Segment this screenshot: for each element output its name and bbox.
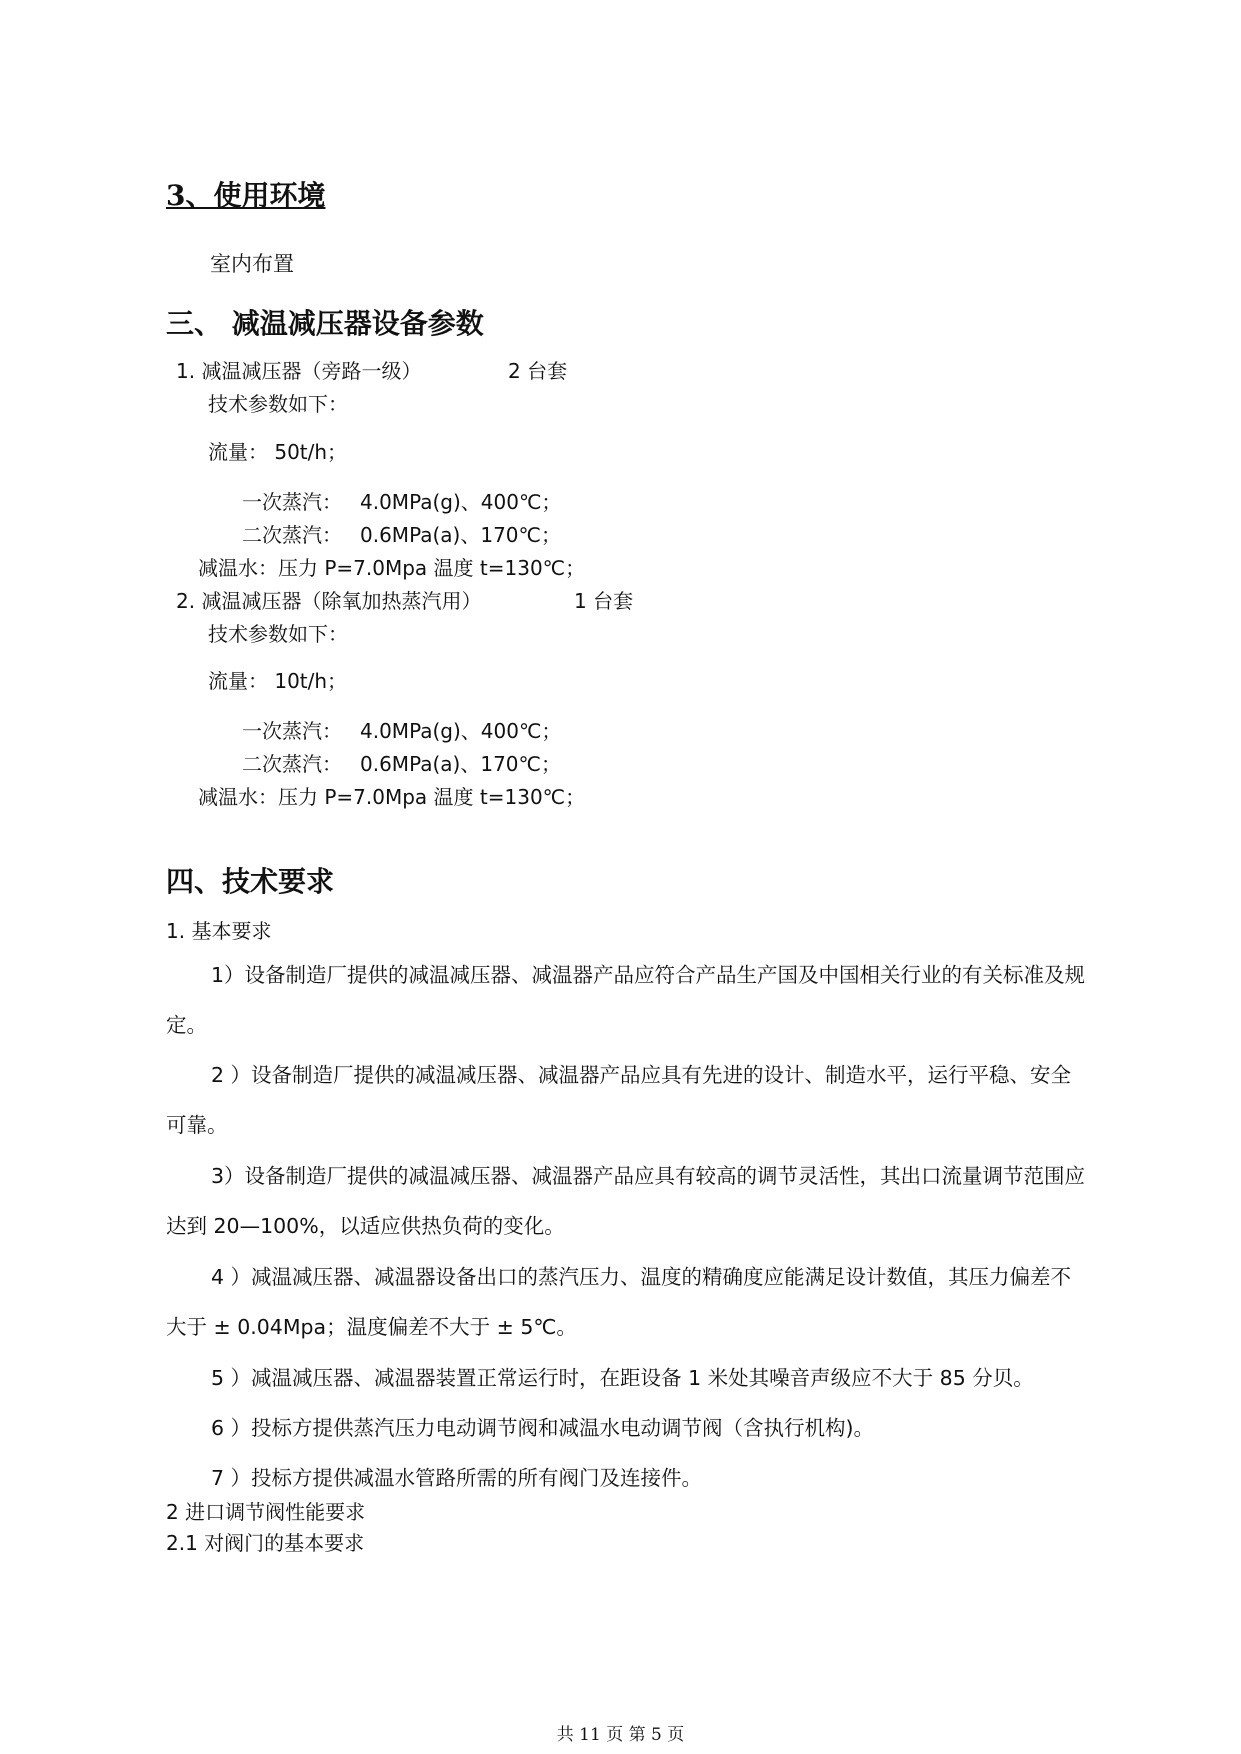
item2-primary-value: 4.0MPa(g)、400℃；: [360, 719, 562, 743]
requirement-paragraph-5: 5 ）减温减压器、减温器装置正常运行时，在距设备 1 米处其噪音声级应不大于 85 分贝。: [211, 1366, 1034, 1390]
section-four-heading: 四、技术要求: [166, 865, 335, 898]
item2-secondary-label: 二次蒸汽：: [242, 752, 342, 776]
requirement-paragraph-1: 1）设备制造厂提供的减温减压器、减温器产品应符合产品生产国及中国相关行业的有关标准及规定。: [166, 963, 1086, 1037]
basic-requirements-subheading: 1. 基本要求: [166, 919, 272, 943]
inlet-valve-subheading: 2 进口调节阀性能要求: [166, 1500, 366, 1524]
valve-basic-requirements-subheading: 2.1 对阀门的基本要求: [166, 1531, 365, 1555]
item2-flow: 流量： 10t/h；: [208, 669, 348, 693]
requirement-paragraph-4: 4 ）减温减压器、减温器设备出口的蒸汽压力、温度的精确度应能满足设计数值，其压力偏差不大于 ± 0.04Mpa；温度偏差不大于 ± 5℃。: [166, 1265, 1072, 1339]
item2-primary-label: 一次蒸汽：: [242, 719, 342, 743]
section-3-body: 室内布置: [210, 252, 294, 276]
item2-quantity: 1 台套: [574, 589, 634, 613]
item2-secondary-value: 0.6MPa(a)、170℃；: [360, 752, 561, 776]
item1-flow: 流量： 50t/h；: [208, 440, 348, 464]
section-3-heading: 3、使用环境: [166, 179, 326, 212]
requirement-paragraph-3: 3）设备制造厂提供的减温减压器、减温器产品应具有较高的调节灵活性，其出口流量调节范围应达到 20—100%，以适应供热负荷的变化。: [166, 1164, 1086, 1238]
requirement-paragraph-6: 6 ）投标方提供蒸汽压力电动调节阀和减温水电动调节阀（含执行机构)。: [211, 1416, 875, 1440]
requirement-paragraph-7: 7 ）投标方提供减温水管路所需的所有阀门及连接件。: [211, 1466, 703, 1490]
item1-secondary-value: 0.6MPa(a)、170℃；: [360, 523, 561, 547]
item2-intro: 技术参数如下：: [208, 622, 348, 646]
requirement-paragraph-2: 2 ）设备制造厂提供的减温减压器、减温器产品应具有先进的设计、制造水平，运行平稳、安全可靠。: [166, 1063, 1072, 1137]
page-footer: 共 11 页 第 5 页: [556, 1725, 685, 1745]
item1-water: 减温水：压力 P=7.0Mpa 温度 t=130℃；: [198, 556, 586, 580]
item1-primary-value: 4.0MPa(g)、400℃；: [360, 490, 562, 514]
item1-title: 1. 减温减压器（旁路一级）: [176, 359, 422, 383]
item1-intro: 技术参数如下：: [208, 392, 348, 416]
item1-quantity: 2 台套: [508, 359, 568, 383]
item2-title: 2. 减温减压器（除氧加热蒸汽用）: [176, 589, 482, 613]
item1-secondary-label: 二次蒸汽：: [242, 523, 342, 547]
section-three-heading: 三、 减温减压器设备参数: [166, 307, 484, 340]
item1-primary-label: 一次蒸汽：: [242, 490, 342, 514]
item2-water: 减温水：压力 P=7.0Mpa 温度 t=130℃；: [198, 785, 586, 809]
